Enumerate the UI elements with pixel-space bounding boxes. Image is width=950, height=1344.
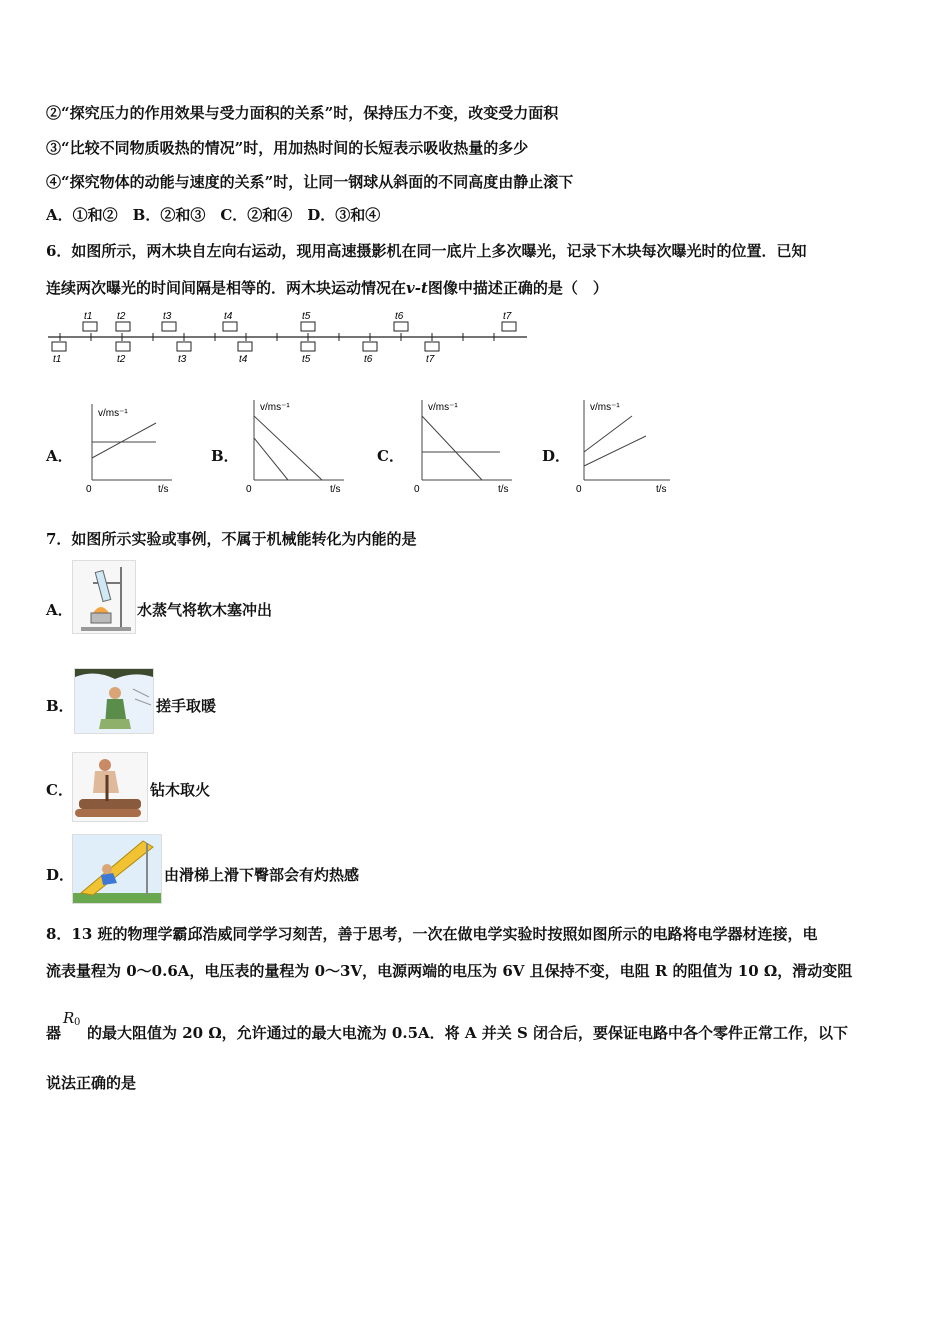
q6-option-b-label[interactable]: B． — [211, 447, 239, 465]
q5-options: A．①和② B．②和③ C．②和④ D．③和④ — [46, 206, 381, 224]
strip-top-label: t7 — [503, 311, 512, 322]
graph-x-label: t/s — [330, 484, 341, 495]
vt-graph-c[interactable] — [408, 394, 518, 496]
q7-option-d-label[interactable]: D． — [46, 866, 75, 884]
graph-y-label: v/ms⁻¹ — [428, 402, 458, 413]
graph-x-label: t/s — [656, 484, 667, 495]
graph-origin: 0 — [246, 484, 252, 495]
strip-bottom-label: t7 — [426, 354, 435, 365]
graph-x-label: t/s — [498, 484, 509, 495]
graph-y-label: v/ms⁻¹ — [590, 402, 620, 413]
q6-vt-variable: v-t — [406, 279, 428, 297]
strip-top-label: t6 — [395, 311, 404, 322]
r0-sub: 0 — [74, 1017, 81, 1028]
graph-origin: 0 — [576, 484, 582, 495]
graph-x-label: t/s — [158, 484, 169, 495]
slide-picture — [72, 834, 162, 904]
strip-bottom-label: t6 — [364, 354, 373, 365]
drilling-wood-fire-picture — [72, 752, 148, 822]
strip-top-label: t5 — [302, 311, 311, 322]
strip-top-label: t2 — [117, 311, 126, 322]
strip-top-label: t4 — [224, 311, 233, 322]
q5-item-2: ②“探究压力的作用效果与受力面积的关系”时，保持压力不变，改变受力面积 — [46, 104, 559, 122]
r0-main: R — [63, 1009, 75, 1027]
q7-option-d-text: 由滑梯上滑下臀部会有灼热感 — [164, 866, 360, 884]
q7-option-c-label[interactable]: C． — [46, 781, 73, 799]
q8-text-post: 的最大阻值为 20 Ω，允许通过的最大电流为 0.5A．将 A 并关 S 闭合后，要保证电路中各个零件正常工作，以下 — [87, 1024, 849, 1042]
q6-stem-text-pre: 连续两次曝光的时间间隔是相等的．两木块运动情况在 — [46, 279, 407, 297]
strip-bottom-label: t4 — [239, 354, 248, 365]
q7-option-b-text: 搓手取暖 — [156, 697, 217, 715]
graph-y-label: v/ms⁻¹ — [98, 408, 128, 419]
strip-top-label: t3 — [163, 311, 172, 322]
q8-text-pre: 器 — [46, 1024, 62, 1042]
strip-bottom-label: t2 — [117, 354, 126, 365]
vt-graph-b[interactable] — [240, 394, 350, 496]
q8-stem-line2: 流表量程为 0～0.6A，电压表的量程为 0～3V，电源两端的电压为 6V 且保持不变，电阻 R 的阻值为 10 Ω，滑动变阻 — [46, 962, 853, 980]
q7-option-a-label[interactable]: A． — [46, 601, 73, 619]
q7-option-c-text: 钻木取火 — [150, 781, 211, 799]
graph-origin: 0 — [86, 484, 92, 495]
strip-bottom-label: t1 — [53, 354, 62, 365]
q6-stem-line1: 6．如图所示，两木块自左向右运动，现用高速摄影机在同一底片上多次曝光，记录下木块每次曝光时的位置．已知 — [46, 242, 807, 260]
strip-bottom-label: t5 — [302, 354, 311, 365]
q6-stem-line2 — [46, 277, 608, 298]
q7-option-b-label[interactable]: B． — [46, 697, 74, 715]
vt-graph-d[interactable] — [570, 394, 675, 496]
lower-block-row — [52, 342, 439, 365]
upper-block-row — [83, 311, 516, 331]
graph-y-label: v/ms⁻¹ — [260, 402, 290, 413]
q8-stem-line1: 8．13 班的物理学霸邱浩威同学学习刻苦，善于思考，一次在做电学实验时按照如图所示的电路将电学器材连接，电 — [46, 925, 818, 943]
r0-symbol — [63, 1009, 85, 1038]
q5-item-4: ④“探究物体的动能与速度的关系”时，让同一钢球从斜面的不同高度由静止滚下 — [46, 173, 574, 191]
q7-stem: 7．如图所示实验或事例，不属于机械能转化为内能的是 — [46, 530, 417, 548]
q6-option-c-label[interactable]: C． — [377, 447, 404, 465]
q5-item-3: ③“比较不同物质吸热的情况”时，用加热时间的长短表示吸收热量的多少 — [46, 139, 529, 157]
strip-top-label: t1 — [84, 311, 93, 322]
q8-stem-line4: 说法正确的是 — [46, 1074, 137, 1092]
graph-origin: 0 — [414, 484, 420, 495]
steam-cork-experiment-picture — [72, 560, 136, 634]
strip-bottom-label: t3 — [178, 354, 187, 365]
q6-option-a-label[interactable]: A． — [46, 447, 73, 465]
q6-stem-text-post: 图像中描述正确的是（ ） — [427, 279, 608, 297]
q6-option-d-label[interactable]: D． — [542, 447, 571, 465]
q7-option-a-text: 水蒸气将软木塞冲出 — [137, 601, 273, 619]
vt-graph-a[interactable] — [78, 398, 178, 496]
exposure-strip-figure — [46, 308, 531, 366]
rubbing-hands-picture — [74, 668, 154, 734]
q8-stem-line3 — [46, 1009, 849, 1043]
